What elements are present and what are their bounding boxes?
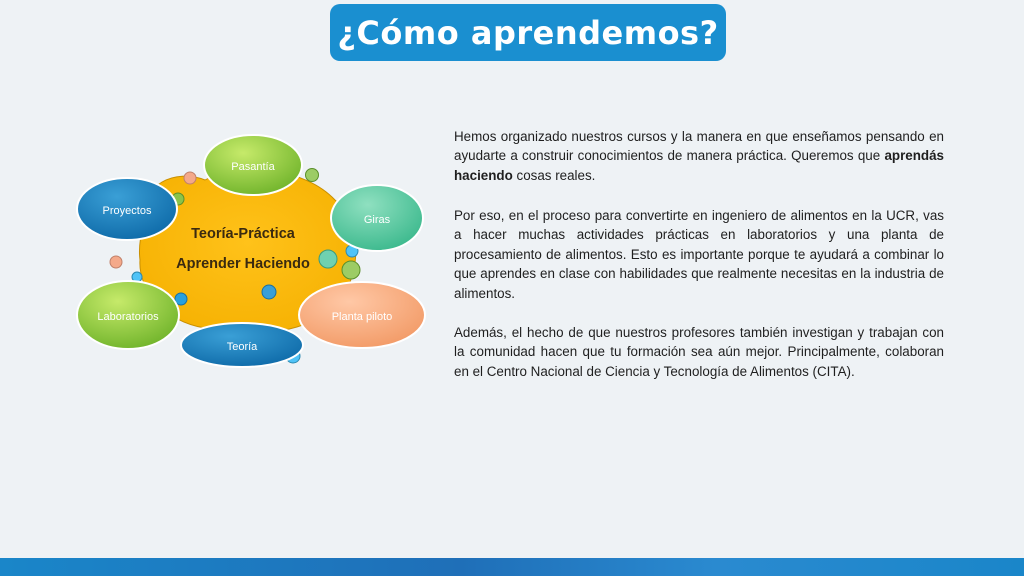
node-teoria bbox=[181, 323, 303, 367]
paragraph-1-emphasis: aprendás haciendo bbox=[454, 148, 944, 183]
paragraph-1-start: Hemos organizado nuestros cursos y la manera en que enseñamos pensando en ayudarte a construir conocimientos de manera práctica. Queremos que bbox=[454, 129, 944, 164]
node-pasantia-label: Pasantía bbox=[231, 161, 275, 173]
paragraph-2: Por eso, en el proceso para convertirte en ingeniero de alimentos en la UCR, vas a hacer muchas actividades prácticas en laboratorios y una planta de procesamiento de alimentos. Esto es importante porque te ayudará a combinar lo que aprendes en clase con habilidades que realmente necesitas en la industria de alimentos. bbox=[454, 208, 944, 301]
paragraph-1-end: cosas reales. bbox=[512, 167, 596, 183]
node-planta-piloto bbox=[299, 282, 425, 348]
learning-diagram bbox=[0, 0, 460, 380]
node-giras-label: Giras bbox=[363, 214, 391, 226]
node-proyectos-label: Proyectos bbox=[102, 205, 152, 217]
center-line-1: Teoría-Práctica bbox=[191, 226, 295, 242]
node-teoria-label: Teoría bbox=[226, 341, 258, 353]
node-laboratorios bbox=[77, 281, 179, 349]
paragraph-3: Además, el hecho de que nuestros profesores también investigan y trabajan con la comunidad hacen que tu formación sea aún mejor. Principalmente, colaboran en el Centro Nacional de Ciencia y Tecnología de Alimentos (CITA). bbox=[454, 325, 944, 379]
node-pasantia bbox=[204, 135, 302, 195]
node-laboratorios-label: Laboratorios bbox=[97, 311, 159, 323]
node-planta-piloto-label: Planta piloto bbox=[331, 311, 393, 323]
paragraph-1 bbox=[454, 127, 944, 185]
page-title: ¿Cómo aprendemos? bbox=[337, 13, 719, 52]
node-giras bbox=[331, 185, 423, 251]
center-line-2: Aprender Haciendo bbox=[176, 256, 310, 272]
node-proyectos bbox=[77, 178, 177, 240]
footer-bar bbox=[0, 558, 1024, 576]
